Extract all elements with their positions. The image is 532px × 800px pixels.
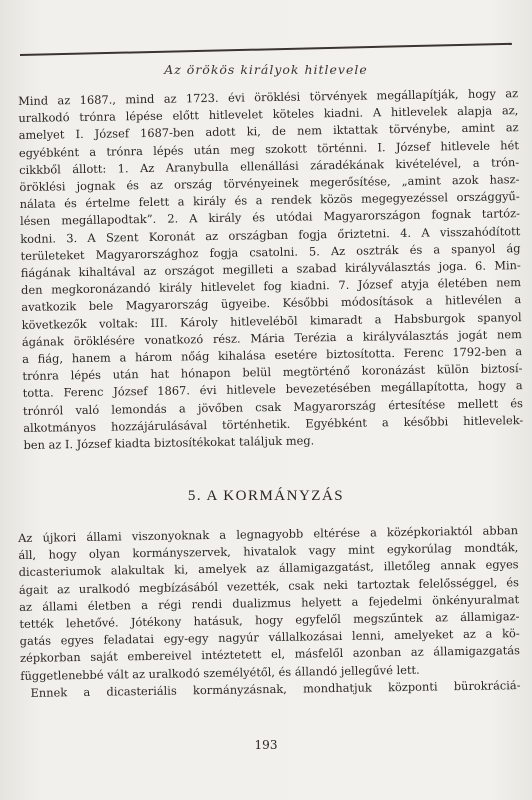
text-line: egyébként a trónra lépés után meg szokott történni. I. József hitlevele hét	[18, 137, 519, 160]
paragraph-hitlevel	[18, 85, 524, 454]
text-line: a fiág, hanem a három nőág kihalása esetére biztosította. Ferenc 1792-ben a	[22, 344, 523, 367]
text-line: trónról való lemondás a jövőben csak Magyarország értesítése mellett és	[22, 395, 524, 418]
text-line: dicasteriumok alakultak ki, amelyek az államigazgatást, illetőleg annak egyes	[18, 557, 519, 580]
header-rule	[20, 43, 512, 56]
running-head: Az örökös királyok hitlevele	[164, 62, 368, 77]
text-line: az állami életben a régi rendi dualizmus helyett a fejedelmi önkényuralmat	[19, 591, 520, 614]
text-line: trónra lépés után hat hónapon belül megtörténő koronázást külön biztosí-	[22, 361, 523, 384]
text-line: ben az I. József kiadta biztosítékokat találjuk meg.	[23, 433, 315, 453]
text-line: lésen megállapodtak”. 2. A király és utódai Magyarországon fognak tartóz-	[19, 206, 521, 229]
text-line: öröklési jognak és az ország törvényeinek megerősítése, „amint azok hasz-	[19, 172, 520, 195]
text-line: függetlenebbé vált az uralkodó személyétől, és állandó jellegűvé lett.	[20, 662, 420, 683]
text-line: Ennek a dicasteriális kormányzásnak, mondhatjuk központi bürokráciá-	[30, 677, 521, 700]
text-line: Az újkori állami viszonyoknak a legnagyobb eltérése a középkoriaktól abban	[18, 523, 519, 545]
text-line: ágait az uralkodó megbízásából vezették, csak neki tartoztak felelősséggel, és	[18, 574, 519, 597]
paragraph-kormanyzas	[18, 522, 521, 702]
text-line: amelyet I. József 1687-ben adott ki, de nem iktattak törvénybe, amint az	[18, 120, 519, 143]
text-line: ágának öröklésére vonatkozó rész. Mária Terézia a királyválasztás jogát nem	[21, 326, 522, 349]
text-line: Mind az 1687., mind az 1723. évi öröklési törvények megállapítják, hogy az	[18, 86, 519, 108]
text-line: gatás egyes feladatai egy-egy nagyúr vállalkozásai lenni, amelyeket az a kö-	[19, 626, 520, 649]
text-line: következők voltak: III. Károly hitlevelébõl kimaradt a Habsburgok spanyol	[21, 309, 522, 332]
text-line: cikkből állott: 1. Az Aranybulla ellenállási záradékának kivételével, a trón-	[19, 154, 520, 177]
text-line: den megkoronázandó király hitlevelet fog kiadni. 7. József atyja életében nem	[20, 275, 522, 298]
text-line: fiágának kihaltával az országot megilleti a szabad királyválasztás joga. 6. Min-	[20, 258, 521, 281]
section-heading: 5. A KORMÁNYZÁS	[187, 488, 345, 504]
page-number: 193	[254, 738, 278, 752]
text-line: zépkorban saját embereivel intéztetett el, másfelől azonban az államigazgatás	[19, 643, 521, 666]
text-line: kodni. 3. A Szent Koronát az országban fogja őriztetni. 4. A visszahódított	[20, 223, 521, 246]
text-line: területeket Magyarországhoz fogja csatolni. 5. Az osztrák és a spanyol ág	[20, 240, 521, 263]
text-line: alkotmányos hozzájárulásával történhetik. Egyébként a későbbi hitlevelek-	[23, 412, 524, 435]
text-line: uralkodó trónra lépése előtt hitlevelet köteles kiadni. A hitlevelek alapja az,	[18, 103, 519, 126]
text-line: tették lehetővé. Jótékony hatásuk, hogy egyfelől megszűntek az államigaz-	[19, 609, 520, 632]
text-line: áll, hogy olyan kormányszervek, hivatalok vagy mint egykorúlag mondták,	[18, 540, 519, 563]
text-line: avatkozik bele Magyarország ügyeibe. Későbbi módosítások a hitlevélen a	[21, 292, 522, 315]
text-line: totta. Ferenc József 1867. évi hitlevele bevezetésében megállapította, hogy a	[22, 378, 523, 401]
text-line: nálata és értelme felett a király és a rendek közös megegyezéssel országgyű-	[19, 189, 520, 212]
